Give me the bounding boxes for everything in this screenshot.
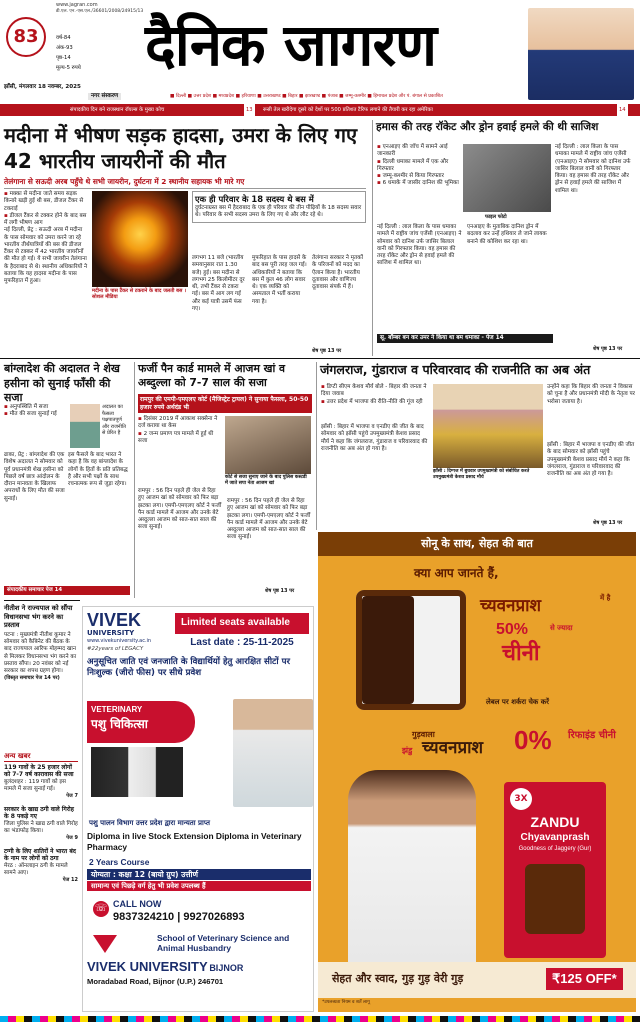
azam-jump[interactable]: शेष पृष्ठ 13 पर	[265, 588, 295, 594]
newspaper-logo[interactable]: दैनिक जागरण	[145, 11, 437, 79]
volume: वर्ष-84	[56, 35, 71, 41]
zandu-tagline: सेहत और स्वाद, गुड़ गुड़ वेरी गुड़	[332, 972, 464, 985]
editions-list: ■ दिल्ली ■ उत्तर प्रदेश ■ मध्यप्रदेश ■ हरियाणा ■ उत्तराखण्ड ■ बिहार ■ झारखण्ड ■ पंजाब ■ जम्मू-कश्मीर ■ हिमाचल प्रदेश और पं. बंगाल से प्रकाशित	[170, 94, 443, 99]
course-years: 2 Years Course	[89, 857, 150, 867]
lead-subhead: तेलंगाना से सऊदी अरब पहुँचे थे सभी जायरीन, दुर्घटना में 2 स्थानीय सहायक भी मारे गए	[4, 177, 366, 189]
zandu-top-strip: सोनू के साथ, सेहत की बात	[318, 532, 636, 556]
call-now-label: CALL NOW	[113, 899, 162, 909]
vivek-brand: VIVEK	[87, 610, 142, 630]
azam-body: रामपुर : 56 दिन पहले ही जेल से रिहा हुए आजम खां को सोमवार को फिर बड़ा झटका लगा। एमपी-एमएलए कोर्ट ने फर्जी पैन कार्ड मामले में आजम और उनके बेटे अब्दुल्ला आजम को सात-सात साल की सजा सुनाई।	[138, 488, 222, 531]
zandu-question: क्या आप जानते हैं,	[414, 566, 499, 580]
vivek-legacy: #22years of LEGACY	[87, 646, 144, 652]
nitish-body: पटना : मुख्यमंत्री नीतीश कुमार ने सोमवार को कैबिनेट की बैठक के बाद राज्यपाल आरिफ मोहम्मद खान से मिलकर विधानसभा भंग करने का प्रस्ताव सौंपा। 20 नवंबर को नई सरकार का शपथ ग्रहण होगा।	[4, 631, 77, 675]
zandu-brand-hi: च्यवनप्राश	[422, 738, 484, 758]
azam-bullet-1: ▪ दिसंबर 2019 में आकाश सक्सेना ने दर्ज कराया था केस	[138, 416, 222, 431]
jhandu-brand: झंडु	[402, 746, 413, 755]
bangladesh-bullet-2: ▪ मौत की सजा सुनाई गई	[4, 411, 70, 418]
ambassador-photo	[348, 770, 476, 962]
azam-redbox: रामपुर की एमपी-एमएलए कोर्ट (मैजिस्ट्रेट ट्रायल) ने सुनाया फैसला, 50-50 हजार रुपये अर्थदंड भी	[138, 394, 312, 413]
uni-city: BIJNOR	[209, 963, 244, 973]
masthead	[0, 0, 640, 98]
bangladesh-headline[interactable]: बांग्लादेश की अदालत ने शेख हसीना को सुनाई फाँसी की सजा	[4, 362, 120, 404]
brief-3-jump: पेज 12	[62, 877, 78, 884]
zero-percent: 0%	[514, 725, 552, 755]
vivek-university-ad[interactable]	[82, 606, 314, 1012]
uni-logo-mark	[93, 935, 117, 953]
hamas-jump[interactable]: शेष पृष्ठ 13 पर	[593, 346, 623, 352]
jungle-photo[interactable]	[433, 384, 543, 468]
eligibility: योग्यता : कक्षा 12 (बायो ग्रुप) उत्तीर्ण	[87, 869, 311, 880]
brief-1-title: 119 गावों के 25 हजार लोगों को 7-7 वर्ष कारावास की सजा	[4, 763, 74, 779]
issue-number: अंक-93	[56, 45, 73, 51]
hamas-photo-label: फाइल फोटो	[485, 214, 507, 220]
jungle-body-3: झाँसी : बिहार में भाजपा व एनडीए की जीत के बाद सोमवार को झाँसी पहुंचे उपमुख्यमंत्री केशव प्रसाद मौर्य ने कहा कि जंगलराज, गुंडाराज व परिवारवाद की राजनीति का अब अंत हो गया है।	[547, 442, 635, 478]
label-note: लेबल पर शर्करा चेक करें	[486, 698, 549, 706]
anniversary-badge	[6, 17, 46, 57]
lead-col-3: मुफरिहात के पास हादसे के बाद बस पूरी तरह जल गई। अधिकारियों ने बताया कि बस में कुल 46 लोग सवार थे। एक व्यक्ति को अस्पताल में भर्ती कराया गया है।	[252, 255, 307, 305]
jungle-story	[316, 362, 636, 530]
jungle-body: झाँसी : बिहार में भाजपा व एनडीए की जीत के बाद सोमवार को झाँसी पहुंचे उपमुख्यमंत्री केशव प्रसाद मौर्य ने कहा कि जंगलराज, गुंडाराज व परिवारवाद की राजनीति का अब अंत हो गया है।	[321, 424, 428, 452]
diploma-box: Diploma in live Stock Extension Diploma in Veterinary Pharmacy	[87, 831, 302, 852]
price: मूल्य-5 रुपये	[56, 65, 81, 71]
registration-number: डी.एल. एन.-एस.एल./36601/2008/24915/13	[56, 9, 144, 14]
hasina-photo[interactable]	[70, 404, 100, 448]
vivek-brand-2: UNIVERSITY	[87, 629, 135, 637]
pack-badge: 3X	[510, 788, 532, 810]
hamas-bottom-line[interactable]: सू. बॉम्बर बन कर उमर ने किया था बम धमाका - पेज 14	[377, 334, 553, 343]
bangladesh-bullet-1: ▪ अनुपस्थिति में सजा	[4, 404, 70, 411]
pack-jar-graphic	[525, 864, 585, 934]
brief-2-text: जिला पुलिस ने खाद्य ठगी वाले गिरोह का भंडाफोड़ किया।	[4, 820, 78, 835]
lead-photo[interactable]	[92, 191, 188, 287]
hamas-body: नई दिल्ली : लाल किला के पास धमाका मामले में राष्ट्रीय जांच एजेंसी (एनआइए) ने सोमवार को दानिश उर्फ जासिर बिलाल वानी को गिरफ्तार किया। वह हमास की तरह रॉकेट और ड्रोन से हवाई हमले की साजिश में शामिल था।	[377, 224, 462, 267]
jungle-bullet-2: ▪ उत्तर प्रदेश में भाजपा की रीति-नीति की गूंज रही	[321, 399, 429, 406]
teaser-left-page: 13	[244, 104, 255, 116]
azam-story	[134, 362, 312, 598]
brief-2-jump: पेज 9	[66, 835, 78, 842]
vet-banner	[87, 701, 195, 743]
lead-col-2: लगभग 11 बजे (भारतीय समयानुसार रात 1.30 बजे) हुई। बस मदीना से लगभग 25 किलोमीटर दूर थी, तभी टैंकर से टकरा गई। बस में आग लग गई और कई यात्री उसमें फंस गए।	[192, 255, 245, 312]
azam-photo[interactable]	[225, 416, 311, 474]
uni-name	[87, 959, 311, 975]
hamas-story	[372, 120, 636, 356]
azam-bullet-2: ▪ 2 जन्म प्रमाण पत्र मामले में हुई थी सजा	[138, 431, 222, 446]
brief-1-text: बुलंदशहर : 119 गावों को इस मामले में सजा सुनाई गई।	[4, 778, 66, 793]
mein-hai: में है	[600, 594, 611, 602]
hamas-body-2: एनआइए के मुताबिक दानिश ड्रोन में बदलाव कर उन्हें हथियार ले जाने लायक बनाने की कोशिश कर रहा था।	[467, 224, 547, 245]
vet-hi: पशु चिकित्सा	[91, 717, 148, 731]
limited-seats-banner: Limited seats available	[175, 613, 309, 634]
teaser-right[interactable]: रूसी तेल खरीदेगा दूसरे को देशों पर 500 प्रतिशत टैरिफ लगाने की तैयारी कर रहा अमेरिका	[263, 107, 433, 113]
bangladesh-quote: अदालत का फैसला पक्षपातपूर्ण और राजनीति से प्रेरित है	[102, 404, 127, 436]
uni-address: Moradabad Road, Bijnor (U.P.) 246701	[87, 977, 224, 986]
jungle-bullet-1: ▪ डिप्टी सीएम केशव मौर्य बोले - बिहार की जनता ने दिया जवाब	[321, 384, 429, 399]
vivek-hindi-head: अनुसूचित जाति एवं जनजाति के विद्यार्थियों हेतु आरक्षित सीटों पर निःशुल्क (जीरो फीस) पर सीधे प्रवेश	[87, 657, 290, 678]
fifty-percent: 50%	[496, 621, 529, 638]
family-box-body: दुर्घटनाग्रस्त बस में हैदराबाद के एक ही परिवार की तीन पीढ़ियों के 18 सदस्य सवार थे। परिवार के सभी सदस्य उमरा के लिए गए थे और लौट रहे थे।	[195, 205, 362, 219]
last-date: Last date : 25-11-2025	[190, 637, 294, 648]
edition-badge: नगर संस्करण	[88, 93, 121, 100]
brief-2[interactable]	[4, 806, 78, 842]
lead-jump[interactable]: शेष पृष्ठ 13 पर	[312, 348, 342, 354]
lead-col-1	[4, 191, 88, 287]
gur-top: गुड़वाला	[412, 730, 435, 739]
hamas-bullet-3: ▪ जम्मू-कश्मीर से किया गिरफ्तार	[377, 173, 459, 180]
uni-name-text: VIVEK UNIVERSITY	[87, 959, 208, 974]
zandu-pack	[504, 782, 606, 958]
bangladesh-body: ढाका, प्रेट्र : बांग्लादेश की एक विशेष अदालत ने सोमवार को पूर्व प्रधानमंत्री शेख हसीना को पिछले वर्ष छात्र आंदोलन के दौरान मानवता के खिलाफ अपराधों के लिए मौत की सजा सुनाई।	[4, 452, 65, 502]
family-box	[192, 191, 366, 223]
hamas-bullet-2: ▪ दिल्ली धमाका मामले में एक और गिरफ्तार	[377, 159, 459, 174]
nitish-headline[interactable]: नीतीश ने राज्यपाल को सौंपा विधानसभा भंग करने का प्रस्ताव	[4, 604, 73, 630]
azam-body-2: रामपुर : 56 दिन पहले ही जेल से रिहा हुए आजम खां को सोमवार को फिर बड़ा झटका लगा। एमपी-एमएलए कोर्ट ने फर्जी पैन कार्ड मामले में आजम और उनके बेटे अब्दुल्ला आजम को सात-सात साल की सजा सुनाई।	[227, 498, 311, 541]
refined-sugar: रिफाइंड चीनी	[568, 730, 616, 741]
section-divider	[0, 358, 640, 359]
pack-brand: ZANDU	[530, 814, 580, 830]
bangladesh-bullets	[4, 404, 70, 419]
website-url[interactable]: www.jagran.com	[56, 2, 98, 8]
lead-headline[interactable]: मदीना में भीषण सड़क हादसा, उमरा के लिए गए 42 भारतीय जायरीनों की मौत	[4, 123, 358, 173]
anniversary-number: 83	[13, 26, 39, 47]
hamas-bullets	[377, 144, 459, 188]
dateline: झाँसी, मंगलवार 18 नवम्बर, 2025	[4, 84, 81, 90]
bangladesh-story	[4, 362, 130, 598]
briefs-head: अन्य खबर	[4, 752, 78, 762]
jungle-headline[interactable]: जंगलराज, गुंडाराज व परिवारवाद की राजनीति का अब अंत	[320, 362, 591, 377]
jungle-body-2: उन्होंने कहा कि बिहार की जनता ने विकास को चुना है और प्रधानमंत्री मोदी के नेतृत्व पर भरोसा जताया है।	[547, 384, 635, 405]
left-divider	[4, 600, 80, 601]
hamas-bullet-1: ▪ एनआइए की जाँच में सामने आई जानकारी	[377, 144, 459, 159]
brief-3-text: मेरठ : ऑनलाइन ठगी के मामले सामने आए।	[4, 862, 68, 877]
vet-en: VETERINARY	[91, 705, 143, 714]
lead-photo-caption: मदीना के पास टैंकर से टकराने के बाद जलती बस । सोशल मीडिया	[92, 288, 187, 301]
nitish-more[interactable]: (विस्तृत समाचार पेज 14 पर)	[4, 675, 60, 682]
approval-line: पशु पालन विभाग उत्तर प्रदेश द्वारा मान्यता प्राप्त	[89, 819, 210, 827]
lead-bullet-1: ▪ मक्का से मदीना जाते समय सड़क किनारे खड़ी हुई थी बस, डीजल टैंकर से टकराई	[4, 191, 88, 213]
page-count: पृष्ठ-14	[56, 55, 71, 61]
jungle-caption: झाँसी : दिग्गज में बुधवार उपमुख्यमंत्री को संबोधित करते उपमुख्यमंत्री केशव प्रसाद मौर्य	[433, 469, 530, 480]
cheeni: चीनी	[502, 641, 540, 666]
zandu-bottom-strip	[318, 962, 636, 998]
brief-3[interactable]	[4, 848, 78, 884]
phone-numbers[interactable]: 9837324210 | 9927026893	[113, 911, 245, 923]
lead-body: नई दिल्ली, प्रेट्र : सऊदी अरब में मदीना के पास सोमवार को उमरा करने जा रहे भारतीय तीर्थयात्रियों की बस की डीजल टैंकर से टक्कर में 42 भारतीय जायरीनों की मौत हो गई। ये सभी जायरीन तेलंगाना के हैदराबाद से थे। स्थानीय अधिकारियों ने बताया कि यह हादसा मदीना के पास मुफरिहात में हुआ।	[4, 227, 88, 285]
azam-bullets	[138, 416, 222, 445]
hamas-photo[interactable]	[463, 144, 551, 212]
jungle-jump[interactable]: शेष पृष्ठ 13 पर	[593, 520, 623, 526]
zandu-ad[interactable]	[318, 532, 636, 1012]
azam-caption: कोर्ट से सजा सुनाए जाने के बाद पुलिस कस्टडी में जाते सपा नेता आजम खां	[225, 475, 307, 486]
portrait-photo	[528, 8, 634, 100]
print-color-bar	[0, 1016, 640, 1022]
azam-headline[interactable]: फर्जी पैन कार्ड मामले में आजम खां व अब्दुल्ला को 7-7 साल की सजा	[138, 362, 286, 389]
brief-3-title: टग्गी के लिए शातिरों ने भारत बंद के नाम पर लोगों को ठगा	[4, 847, 76, 863]
veterinarian-photo	[233, 699, 313, 807]
brief-1[interactable]	[4, 764, 78, 800]
pack-product: Chyavanprash	[520, 831, 590, 843]
family-box-headline[interactable]: एक ही परिवार के 18 सदस्य थे बस में	[195, 194, 314, 204]
more-than: से ज्यादा	[550, 624, 573, 632]
zandu-fine-print: *उपलब्धता नियम व शर्तें लागू	[322, 1000, 370, 1005]
issue-info	[56, 33, 81, 73]
hamas-col-right: नई दिल्ली : लाल किला के पास धमाका मामले में राष्ट्रीय जांच एजेंसी (एनआइए) ने सोमवार को दानिश उर्फ जासिर बिलाल वानी को गिरफ्तार किया। वह हमास की तरह रॉकेट और ड्रोन से हवाई हमले की साजिश में शामिल था।	[555, 144, 631, 194]
phone-icon: ☏	[93, 901, 109, 917]
briefs	[4, 752, 78, 884]
jungle-bullets	[321, 384, 429, 406]
teaser-left[interactable]: संपादकीय दिन बने राजस्थान रॉयल्स के मुख्य कोच	[70, 107, 165, 113]
cow-photo	[91, 747, 183, 797]
brief-1-jump: पेज 7	[66, 793, 78, 800]
pack-tagline: Goodness of Jaggery (Gur)	[518, 846, 592, 852]
chyawan-word: च्यवनप्राश	[480, 596, 542, 616]
nitish-story	[4, 604, 78, 682]
lead-col-4: तेलंगाना सरकार ने मृतकों के परिजनों को मदद का ऐलान किया है। भारतीय दूतावास और वाणिज्य दूतावास संपर्क में हैं।	[312, 255, 363, 291]
bangladesh-footer[interactable]: संपादकीय समाचार पेज 14	[4, 586, 130, 595]
lead-story	[4, 120, 368, 356]
hamas-bullet-4: ▪ 6 धमाके में जासीर दानिश की भूमिका	[377, 180, 459, 187]
teaser-right-page: 14	[617, 104, 628, 116]
eligibility-2: सामान्य एवं पिछड़े वर्ग हेतु भी प्रवेश उपलब्ध हैं	[87, 881, 311, 891]
bangladesh-body-2: इस फैसले के बाद भारत ने कहा है कि वह बांग्लादेश के लोगों के हितों के प्रति प्रतिबद्ध है और सभी पक्षों के साथ रचनात्मक रूप से जुड़ा रहेगा।	[68, 452, 128, 488]
brief-2-title: सरकार के खाद्य ठगी वाले गिरोह के 8 पकड़े गए	[4, 805, 74, 821]
chyawan-paste	[362, 596, 414, 704]
teaser-strip	[0, 104, 640, 116]
vivek-site[interactable]: www.vivekuniversity.ac.in	[87, 637, 152, 644]
zandu-price-offer[interactable]: ₹125 OFF*	[546, 968, 623, 990]
lead-bullet-2: ▪ डीजल टैंकर से टक्कर होने के बाद बस में लगी भीषण आग	[4, 213, 88, 228]
hamas-headline[interactable]: हमास की तरह रॉकेट और ड्रोन हवाई हमले की थी साजिश	[376, 121, 599, 133]
vivek-logo	[87, 611, 151, 653]
school-name: School of Veterinary Science and Animal Husbandry	[157, 933, 290, 953]
